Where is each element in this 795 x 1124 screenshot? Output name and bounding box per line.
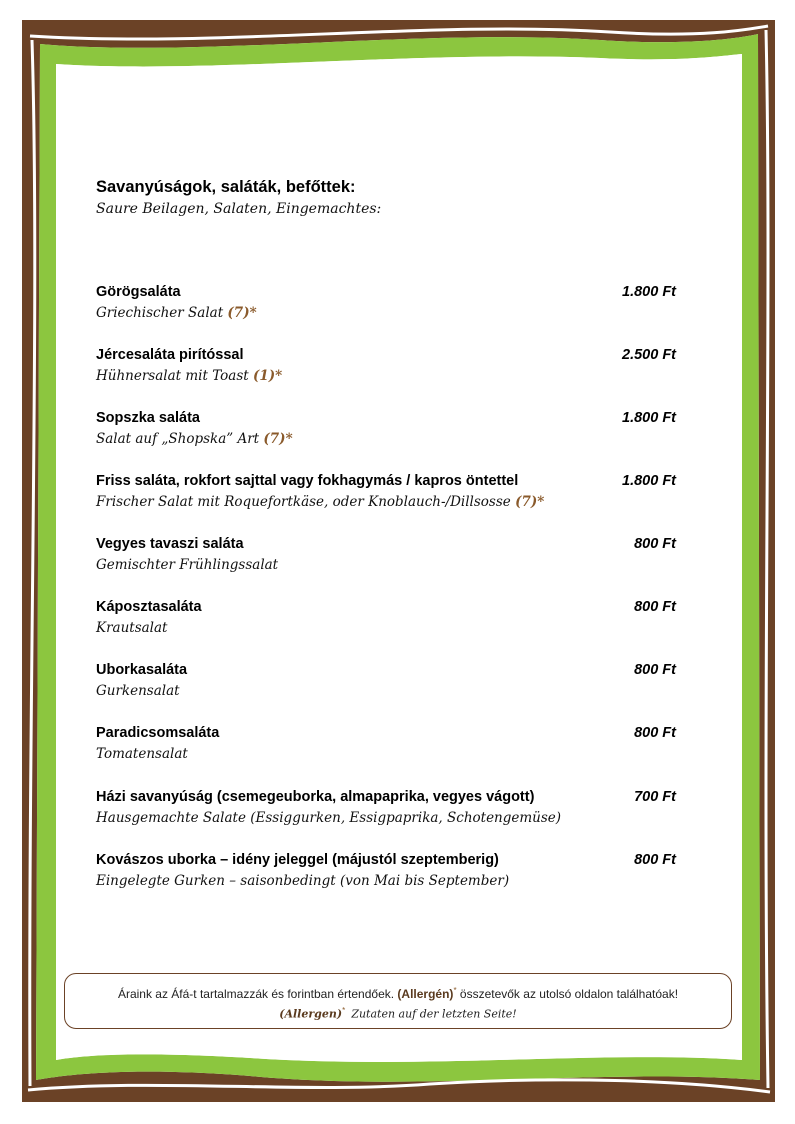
menu-item (96, 284, 676, 328)
item-price: 700 Ft (634, 789, 676, 805)
item-name: Friss saláta, rokfort sajttal vagy fokhagymás / kapros öntettel (96, 473, 519, 489)
menu-item (96, 473, 676, 517)
allergen-code: (1)* (252, 368, 283, 384)
price-info-de: (Allergen)* Zutaten auf der letzten Seite! (279, 1006, 517, 1021)
allergen-code: (7)* (263, 431, 293, 447)
item-price: 800 Ft (634, 852, 676, 868)
item-translation: Frischer Salat mit Roquefortkäse, oder Knoblauch-/Dillsosse (7)* (96, 494, 545, 510)
item-name: Vegyes tavaszi saláta (96, 536, 244, 552)
item-translation: Hausgemachte Salate (Essiggurken, Essigpaprika, Schotengemüse) (96, 810, 562, 826)
item-price: 800 Ft (634, 725, 676, 741)
item-translation: Gurkensalat (96, 683, 180, 699)
item-translation: Gemischter Frühlingssalat (96, 557, 279, 573)
section-subtitle: Saure Beilagen, Salaten, Eingemachtes: (96, 201, 382, 217)
item-name: Görögsaláta (96, 284, 181, 300)
price-info-hu: Áraink az Áfá-t tartalmazzák és forintban értendőek. (Allergén)* összetevők az utolsó oldalon találhatóak! (117, 986, 679, 1001)
item-translation: Hühnersalat mit Toast (1)* (96, 368, 283, 384)
item-price: 1.800 Ft (622, 284, 676, 300)
item-name: Kovászos uborka – idény jeleggel (májustól szeptemberig) (96, 852, 499, 868)
item-price: 2.500 Ft (622, 347, 676, 363)
item-price: 800 Ft (634, 536, 676, 552)
allergen-label-hu: (Allergén) (397, 987, 454, 1001)
menu-item (96, 725, 676, 769)
item-name: Házi savanyúság (csemegeuborka, almapaprika, vegyes vágott) (96, 789, 535, 805)
item-name: Káposztasaláta (96, 599, 202, 615)
menu-item (96, 410, 676, 454)
price-info-box (64, 973, 732, 1029)
item-translation: Salat auf „Shopska” Art (7)* (96, 431, 293, 447)
item-price: 1.800 Ft (622, 473, 676, 489)
menu-item (96, 347, 676, 391)
item-translation: Eingelegte Gurken – saisonbedingt (von Mai bis September) (96, 873, 510, 889)
allergen-code: (7)* (227, 305, 257, 321)
item-price: 800 Ft (634, 662, 676, 678)
item-price: 800 Ft (634, 599, 676, 615)
item-translation: Griechischer Salat (7)* (96, 305, 257, 321)
item-name: Uborkasaláta (96, 662, 188, 678)
menu-item (96, 536, 676, 580)
item-translation: Tomatensalat (96, 746, 188, 762)
menu-item (96, 852, 676, 896)
section-title: Savanyúságok, saláták, befőttek: (96, 178, 356, 196)
menu-item (96, 599, 676, 643)
item-translation: Krautsalat (96, 620, 168, 636)
item-name: Sopszka saláta (96, 410, 200, 426)
allergen-label-de: (Allergen) (279, 1007, 343, 1021)
item-price: 1.800 Ft (622, 410, 676, 426)
menu-item (96, 662, 676, 706)
item-name: Jércesaláta pirítóssal (96, 347, 244, 363)
item-name: Paradicsomsaláta (96, 725, 220, 741)
allergen-code: (7)* (515, 494, 545, 510)
menu-item (96, 789, 676, 833)
